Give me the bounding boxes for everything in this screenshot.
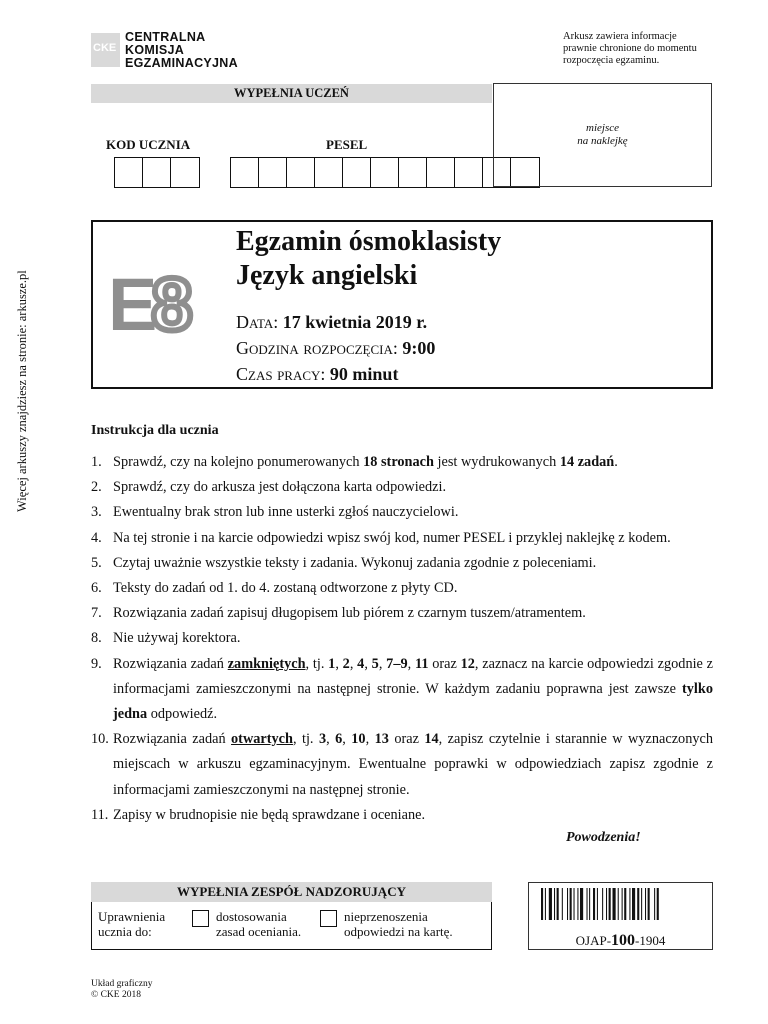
instruction-item: [91, 652, 713, 728]
barcode-bar: [570, 888, 572, 920]
instruction-text-part: 11: [414, 655, 429, 672]
instruction-text-part: 14: [424, 731, 439, 748]
barcode-bar: [613, 888, 616, 920]
barcode-bar: [648, 888, 650, 920]
sheet-code: [528, 932, 713, 950]
instruction-number: 6.: [91, 580, 102, 597]
instruction-text: [113, 626, 713, 651]
instruction-text-part: , tj.: [292, 731, 319, 748]
instruction-text-part: Czytaj uważnie wszystkie teksty i zadania. Wykonuj zadania zgodnie z poleceniami.: [113, 554, 597, 571]
instruction-text: [113, 576, 713, 601]
student-code-field[interactable]: [114, 157, 200, 188]
pesel-digit-cell[interactable]: [427, 158, 455, 187]
instruction-item: [91, 727, 713, 803]
no-transfer-option-label: [344, 909, 453, 939]
instruction-text-part: Rozwiązania zadań: [113, 655, 228, 672]
barcode-bar: [637, 888, 639, 920]
rights-label: [98, 909, 165, 939]
instruction-text: [113, 450, 713, 475]
instruction-text-part: 14 zadań: [559, 454, 615, 470]
pesel-digit-cell[interactable]: [455, 158, 483, 187]
student-section-heading: WYPEŁNIA UCZEŃ: [91, 84, 492, 103]
start-value: 9:00: [402, 338, 436, 358]
instruction-item: [91, 450, 713, 475]
instruction-number: 9.: [91, 655, 102, 672]
footer-line: © CKE 2018: [91, 990, 141, 1000]
sticker-line: miejsce: [586, 122, 619, 134]
instruction-text: [113, 652, 713, 728]
footer-line: Układ graficzny: [91, 979, 153, 989]
instruction-number: 2.: [91, 479, 102, 496]
e8-logo: [108, 263, 187, 346]
instruction-item: [91, 626, 713, 651]
e8-logo-letter: E: [108, 263, 152, 346]
e8-logo-digit: 8: [151, 263, 187, 346]
duration-label: Czas pracy:: [236, 364, 326, 384]
barcode-bar: [567, 888, 568, 920]
sticker-line: na naklejkę: [577, 135, 628, 147]
instruction-text: [113, 500, 713, 525]
barcode-bar: [606, 888, 607, 920]
pesel-label: PESEL: [326, 137, 368, 152]
instruction-text-part: odpowiedź.: [147, 706, 218, 723]
instruction-text-part: oraz: [388, 731, 425, 748]
cke-logo-text: [125, 31, 238, 70]
barcode-bar: [554, 888, 555, 920]
barcode-bar: [589, 888, 590, 920]
instruction-text-part: Na tej stronie i na karcie odpowiedzi wpisz swój kod, numer PESEL i przyklej naklejkę z kodem.: [113, 529, 671, 546]
barcode-bar: [632, 888, 635, 920]
footer-credit: [91, 979, 152, 1001]
cke-logo-mark-text: CKE: [93, 42, 117, 54]
instruction-text-part: otwartych: [231, 731, 293, 748]
instruction-text-part: , tj.: [305, 655, 329, 672]
instruction-text-part: ,: [335, 655, 343, 672]
option-line: zasad oceniania.: [216, 924, 302, 939]
option-line: nieprzenoszenia: [344, 909, 428, 924]
option-line: odpowiedzi na kartę.: [344, 924, 453, 939]
instruction-text-part: Teksty do zadań od 1. do 4. zostaną odtworzone z płyty CD.: [113, 580, 458, 597]
instruction-text-part: ,: [364, 655, 372, 672]
barcode-bar: [580, 888, 583, 920]
sheet-code-suffix: -1904: [635, 933, 666, 948]
barcode-bar: [602, 888, 603, 920]
date-label: Data:: [236, 312, 279, 332]
instruction-text-part: jest wydrukowanych: [433, 454, 560, 470]
instruction-item: [91, 500, 713, 525]
instruction-text-part: ,: [407, 655, 415, 672]
exam-subject: Język angielski: [236, 260, 418, 291]
student-code-label: KOD UCZNIA: [106, 137, 191, 152]
instruction-text-part: , zaznacz na karcie odpowiedzi zgodnie z informacjami zamieszczonymi na następnej stronie. W każdym zadaniu poprawna jest zawsze: [113, 655, 714, 697]
instruction-text-part: 1: [328, 655, 336, 672]
rights-label-line: ucznia do:: [98, 924, 152, 939]
instruction-text-part: Nie używaj korektora.: [113, 630, 241, 647]
notice-line: prawnie chronione do momentu: [563, 43, 697, 54]
barcode-bar: [557, 888, 559, 920]
option-line: dostosowania: [216, 909, 287, 924]
barcode-bar: [618, 888, 619, 920]
instruction-text-part: ,: [326, 731, 336, 748]
exam-title: [236, 225, 501, 293]
instruction-item: [91, 601, 713, 626]
barcode-bar: [541, 888, 543, 920]
instruction-text-part: Zapisy w brudnopisie nie będą sprawdzane i oceniane.: [113, 806, 426, 823]
instruction-number: 7.: [91, 605, 102, 622]
instruction-number: 1.: [91, 454, 102, 470]
sheet-code-number: 100: [611, 932, 636, 949]
pesel-digit-cell[interactable]: [287, 158, 315, 187]
barcode-bar: [657, 888, 659, 920]
instruction-text: [113, 727, 713, 803]
side-watermark-text: Więcej arkuszy znajdziesz na stronie: arkusze.pl: [15, 270, 29, 512]
instruction-text-part: .: [614, 454, 618, 470]
instruction-text-part: ,: [378, 655, 387, 672]
instruction-number: 11.: [91, 806, 109, 823]
exam-duration: [236, 362, 398, 386]
instruction-item: [91, 475, 713, 500]
barcode-bar: [629, 888, 630, 920]
instruction-text: [113, 551, 713, 576]
supervisor-section-heading: WYPEŁNIA ZESPÓŁ NADZORUJĄCY: [91, 882, 492, 902]
rights-label-line: Uprawnienia: [98, 909, 166, 924]
duration-value: 90 minut: [329, 364, 399, 384]
instruction-text-part: oraz: [428, 655, 461, 672]
barcode-bar: [654, 888, 655, 920]
instruction-number: 5.: [91, 554, 102, 571]
instruction-text-part: , zapisz czytelnie i starannie w wyznaczonych miejscach w arkuszu egzaminacyjnym. Ewentualne poprawki w odpowiedziach zapisz zgodnie z informacjami zamieszczonymi na następnej stronie.: [113, 731, 713, 798]
instructions-heading: Instrukcja dla ucznia: [91, 423, 219, 438]
barcode-bar: [597, 888, 598, 920]
instruction-item: [91, 576, 713, 601]
student-code-cell[interactable]: [115, 158, 143, 187]
notice-line: rozpoczęcia egzaminu.: [563, 55, 660, 66]
instruction-item: [91, 526, 713, 551]
instruction-text-part: 4: [357, 655, 365, 672]
barcode-bar: [549, 888, 552, 920]
student-code-cell[interactable]: [171, 158, 199, 187]
instruction-text: [113, 475, 713, 500]
instruction-text-part: tylko jedna: [113, 680, 713, 723]
sticker-placeholder: [493, 83, 712, 187]
instruction-text-part: 12: [460, 655, 475, 672]
instruction-text: [113, 601, 713, 626]
barcode-image: [541, 888, 697, 920]
instruction-text-part: 6: [335, 731, 343, 748]
instruction-number: 4.: [91, 529, 102, 546]
instruction-text-part: ,: [365, 731, 375, 748]
barcode-bar: [609, 888, 611, 920]
barcode-bar: [574, 888, 575, 920]
instruction-text: [113, 803, 713, 828]
logo-line: KOMISJA: [125, 43, 185, 57]
instruction-text-part: zamkniętych: [227, 655, 306, 672]
exam-title-line1: Egzamin ósmoklasisty: [236, 226, 502, 257]
instruction-text-part: 2: [342, 655, 350, 672]
pesel-digit-cell[interactable]: [231, 158, 259, 187]
instruction-text-part: Rozwiązania zadań: [113, 731, 232, 748]
start-label: Godzina rozpoczęcia:: [236, 338, 398, 358]
barcode-bar: [545, 888, 546, 920]
sheet-code-prefix: OJAP-: [575, 933, 612, 948]
logo-line: EGZAMINACYJNA: [125, 56, 238, 70]
confidential-notice: [563, 31, 733, 67]
instruction-text-part: Ewentualny brak stron lub inne usterki zgłoś nauczycielowi.: [113, 504, 459, 521]
notice-line: Arkusz zawiera informacje: [563, 31, 677, 42]
barcode-bar: [645, 888, 646, 920]
barcode-bar: [622, 888, 623, 920]
barcode-bar: [624, 888, 626, 920]
cke-logo-mark: [91, 33, 120, 67]
instruction-text-part: 3: [318, 731, 327, 748]
instruction-text-part: ,: [349, 655, 358, 672]
instruction-number: 10.: [91, 731, 109, 748]
barcode-bar: [562, 888, 563, 920]
instructions-list: [91, 450, 713, 828]
no-transfer-checkbox[interactable]: [320, 910, 337, 927]
pesel-digit-cell[interactable]: [343, 158, 371, 187]
instruction-item: [91, 803, 713, 828]
good-luck-text: Powodzenia!: [566, 830, 641, 845]
adaptation-option-label: [216, 909, 301, 939]
instruction-item: [91, 551, 713, 576]
pesel-digit-cell[interactable]: [315, 158, 343, 187]
instruction-text-part: Sprawdź, czy na kolejno ponumerowanych: [113, 454, 364, 470]
instruction-text-part: 7–9: [386, 655, 408, 672]
instruction-text-part: 18 stronach: [363, 454, 434, 470]
exam-date: [236, 310, 427, 334]
exam-start-time: [236, 336, 435, 360]
barcode-bar: [593, 888, 595, 920]
pesel-digit-cell[interactable]: [371, 158, 399, 187]
instruction-text-part: Rozwiązania zadań zapisuj długopisem lub piórem z czarnym tuszem/atramentem.: [113, 605, 586, 622]
instruction-text-part: Sprawdź, czy do arkusza jest dołączona karta odpowiedzi.: [113, 479, 447, 496]
instruction-number: 8.: [91, 630, 102, 647]
logo-line: CENTRALNA: [125, 30, 206, 44]
barcode-bar: [641, 888, 642, 920]
instruction-text-part: 5: [371, 655, 379, 672]
date-value: 17 kwietnia 2019 r.: [282, 312, 428, 332]
pesel-digit-cell[interactable]: [399, 158, 427, 187]
instruction-text-part: ,: [342, 731, 352, 748]
instruction-number: 3.: [91, 504, 102, 521]
student-code-cell[interactable]: [143, 158, 171, 187]
pesel-digit-cell[interactable]: [259, 158, 287, 187]
barcode-bar: [587, 888, 588, 920]
adaptation-checkbox[interactable]: [192, 910, 209, 927]
instruction-text: [113, 526, 713, 551]
instruction-text-part: 10: [351, 731, 366, 748]
barcode-bar: [577, 888, 578, 920]
instruction-text-part: 13: [374, 731, 389, 748]
